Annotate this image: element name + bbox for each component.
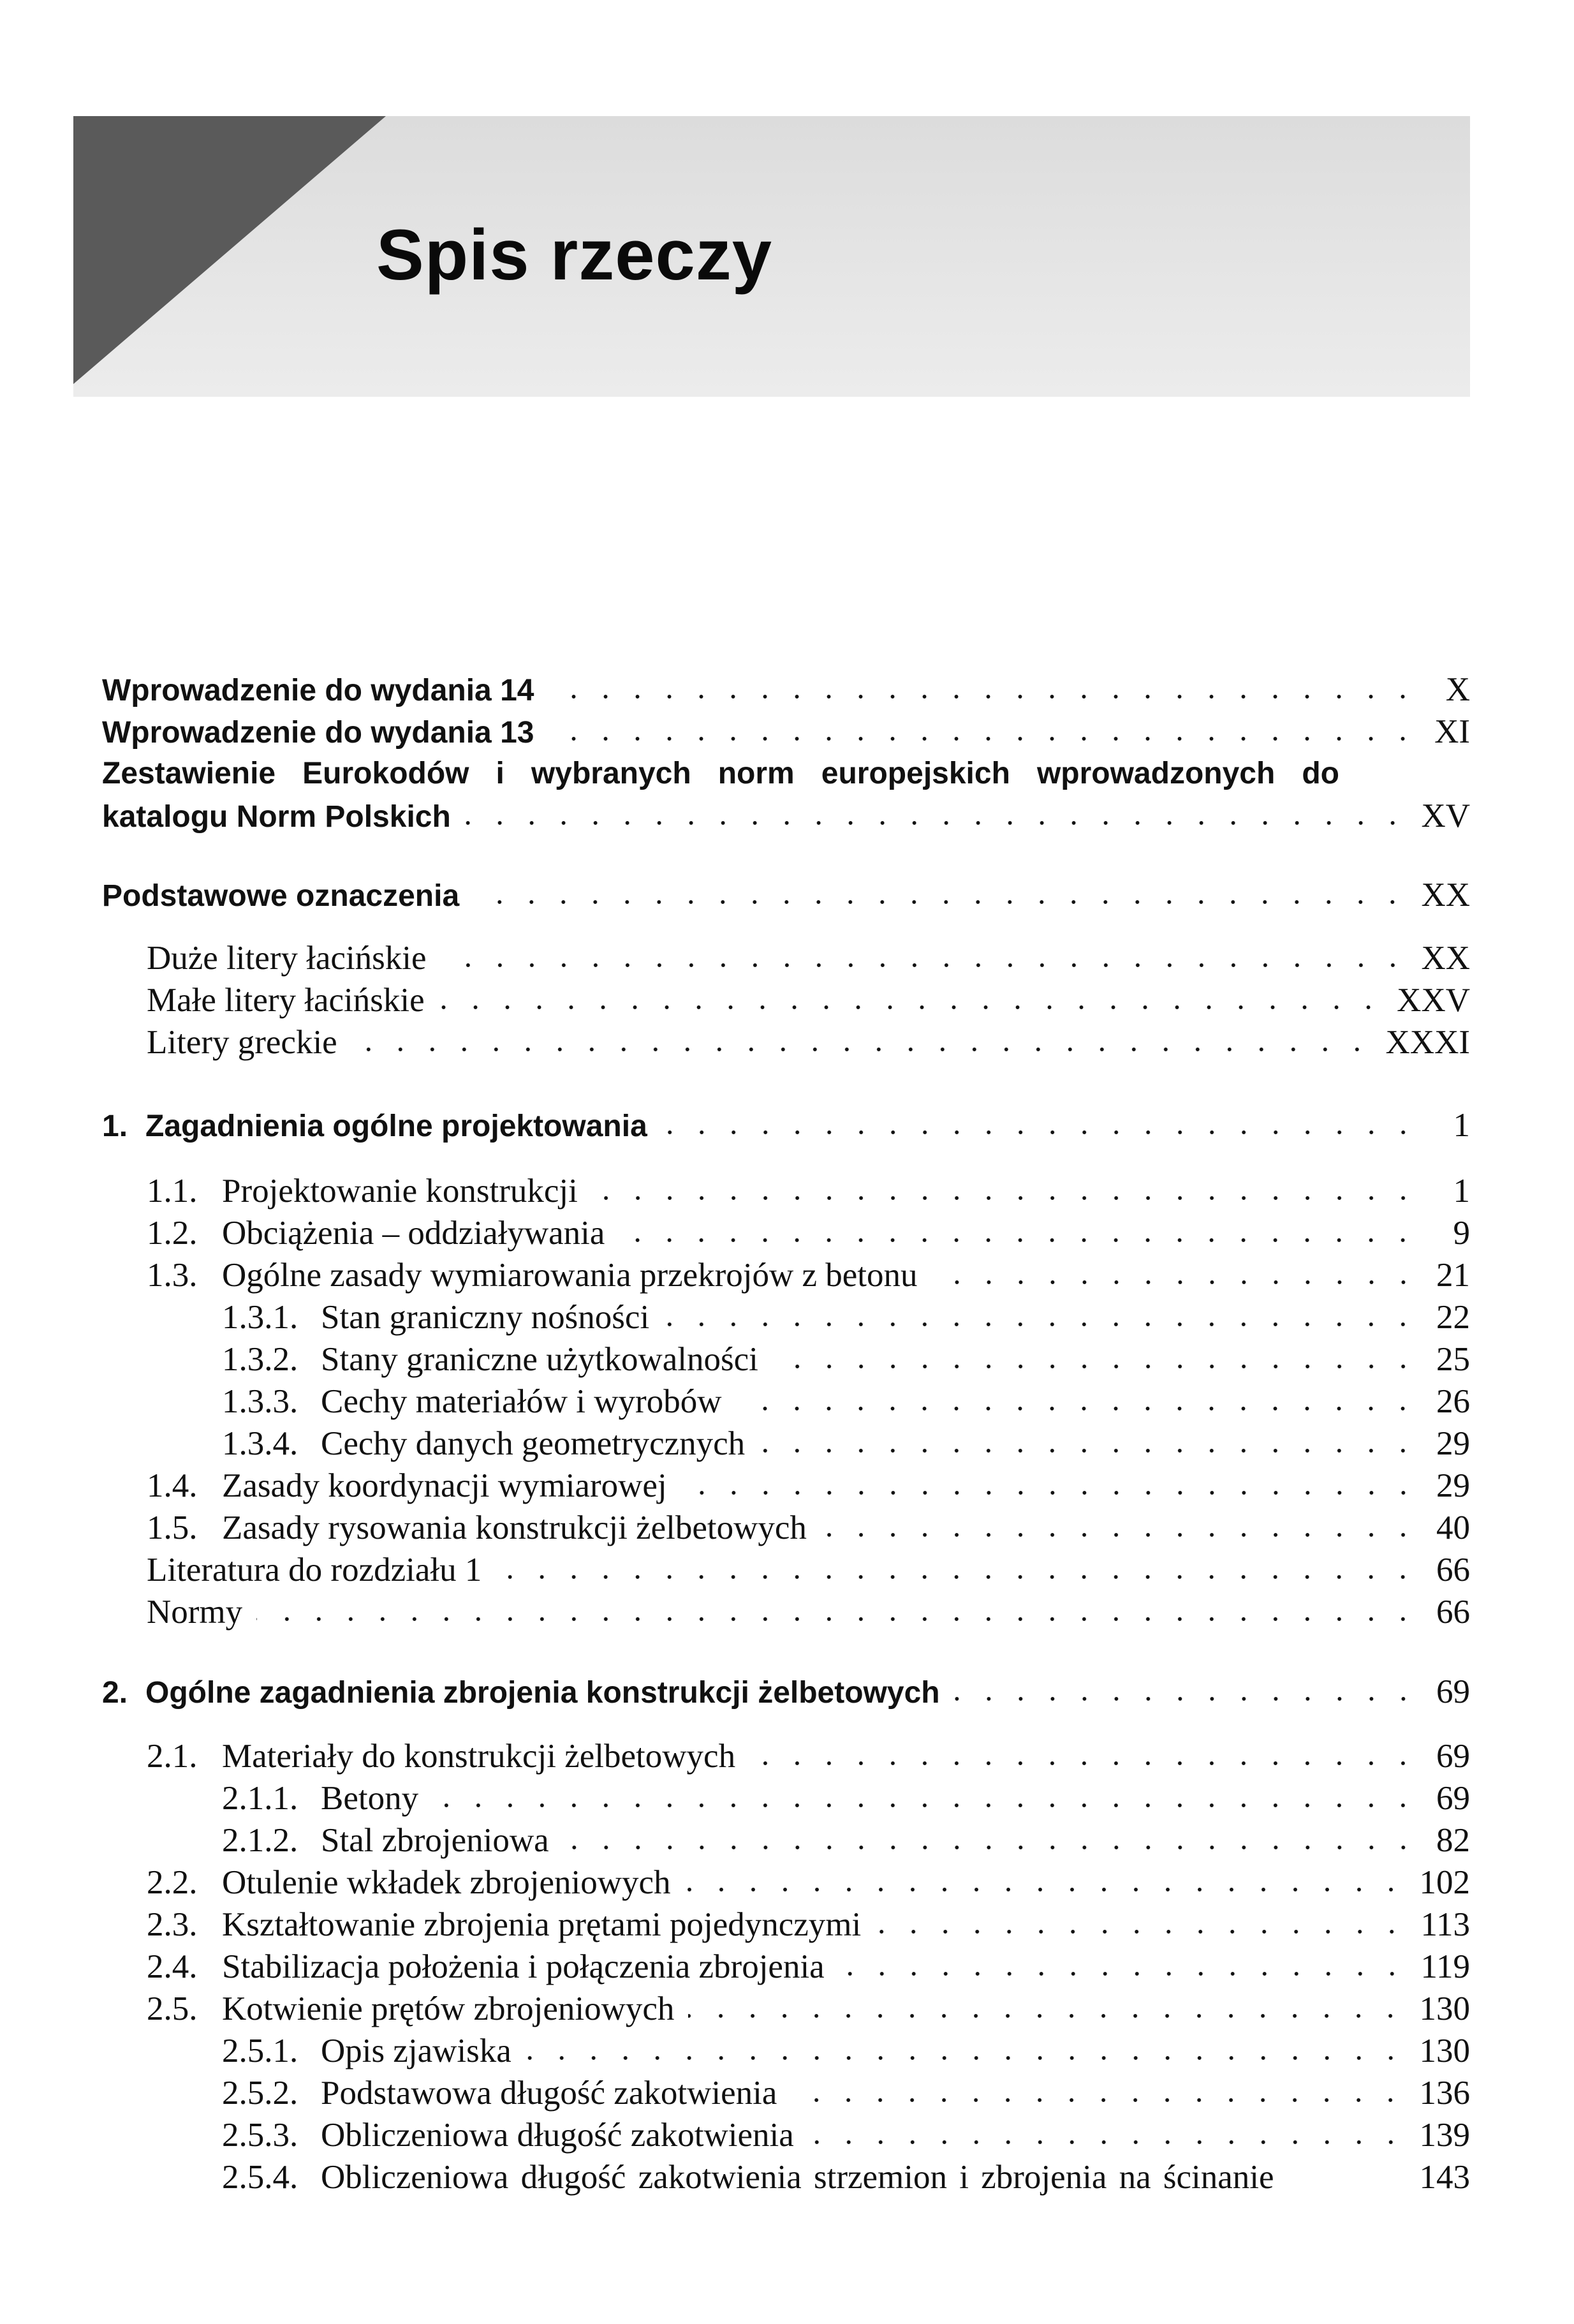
- toc-entry-number: 2.3.: [147, 1906, 198, 1943]
- toc-entry-number: 2.1.2.: [222, 1822, 298, 1859]
- toc-entry-title: Obliczeniowa długość zakotwienia: [321, 2117, 794, 2154]
- toc-entry-page: 143: [1419, 2159, 1470, 2196]
- dot-leader: [526, 2052, 1407, 2064]
- toc-entry[interactable]: [102, 1170, 1470, 1212]
- toc-entry-page: 82: [1436, 1822, 1470, 1859]
- toc-entry-page: 69: [1436, 1673, 1470, 1710]
- dot-leader: [791, 2094, 1406, 2106]
- dot-leader: [548, 690, 1419, 703]
- dot-leader: [465, 817, 1409, 829]
- toc-entry[interactable]: [102, 1296, 1470, 1338]
- dot-leader: [351, 1043, 1373, 1056]
- toc-entry-number: 1.3.3.: [222, 1383, 298, 1420]
- dot-leader: [681, 1486, 1419, 1499]
- toc-entry-title: Opis zjawiska: [321, 2032, 511, 2069]
- toc-entry-page: 21: [1436, 1257, 1470, 1294]
- dot-leader: [592, 1192, 1419, 1204]
- toc-entry-title: Materiały do konstrukcji żelbetowych: [222, 1738, 736, 1775]
- toc-entry[interactable]: [102, 1861, 1470, 1904]
- toc-entry-title: Cechy materiałów i wyrobów: [321, 1383, 722, 1420]
- toc-entry[interactable]: [102, 1671, 1470, 1713]
- toc-entry-page: XV: [1421, 797, 1470, 834]
- table-of-contents: [102, 669, 1470, 2198]
- toc-entry-title: Ogólne zagadnienia zbrojenia konstrukcji żelbetowych: [145, 1676, 940, 1710]
- toc-entry[interactable]: [102, 1104, 1470, 1146]
- toc-entry[interactable]: [102, 874, 1470, 916]
- toc-entry-number: 1.3.2.: [222, 1341, 298, 1378]
- dot-leader: [441, 959, 1409, 972]
- toc-entry[interactable]: [102, 1338, 1470, 1380]
- toc-entry[interactable]: [102, 2072, 1470, 2114]
- toc-entry-title: Stan graniczny nośności: [321, 1299, 650, 1336]
- dot-leader: [954, 1692, 1419, 1705]
- page-title: Spis rzeczy: [376, 215, 773, 295]
- toc-entry-title: Podstawowe oznaczenia: [102, 879, 460, 913]
- toc-entry-number: 2.: [102, 1676, 128, 1710]
- toc-entry-page: 130: [1419, 1990, 1470, 2027]
- toc-entry-title: Zagadnienia ogólne projektowania: [145, 1109, 647, 1143]
- toc-entry-title: Podstawowa długość zakotwienia: [321, 2075, 777, 2112]
- dot-leader: [619, 1234, 1419, 1247]
- dot-leader: [439, 1001, 1385, 1014]
- dot-leader: [821, 1528, 1419, 1541]
- toc-entry-number: 1.1.: [147, 1173, 198, 1210]
- toc-entry-title: Stal zbrojeniowa: [321, 1822, 549, 1859]
- toc-entry-title: Literatura do rozdziału 1: [147, 1551, 482, 1588]
- toc-entry[interactable]: [102, 753, 1470, 837]
- toc-entry-page: 139: [1419, 2117, 1470, 2154]
- toc-entry-page: 130: [1419, 2032, 1470, 2069]
- toc-entry[interactable]: [102, 1212, 1470, 1254]
- toc-entry-page: 66: [1436, 1551, 1470, 1588]
- toc-entry-page: 69: [1436, 1780, 1470, 1817]
- toc-entry-page: 102: [1419, 1864, 1470, 1901]
- toc-entry-title: Stany graniczne użytkowalności: [321, 1341, 758, 1378]
- toc-entry-number: 2.5.: [147, 1990, 198, 2027]
- toc-entry-page: 29: [1436, 1467, 1470, 1504]
- toc-entry-page: 66: [1436, 1594, 1470, 1631]
- toc-entry-title: Betony: [321, 1780, 419, 1817]
- dot-leader: [688, 2009, 1406, 2022]
- toc-entry[interactable]: [102, 1021, 1470, 1063]
- dot-leader: [685, 1883, 1407, 1896]
- toc-entry-title-line1: Zestawienie Eurokodów i wybranych norm europejskich wprowadzonych do: [102, 757, 1339, 790]
- dot-leader: [735, 1402, 1419, 1415]
- toc-entry-page: 26: [1436, 1383, 1470, 1420]
- dot-leader: [875, 1925, 1408, 1938]
- toc-entry-page: XXXI: [1385, 1024, 1470, 1061]
- toc-entry-title: Duże litery łacińskie: [147, 940, 427, 977]
- dot-leader: [749, 1757, 1419, 1770]
- toc-entry[interactable]: [102, 1380, 1470, 1423]
- toc-entry[interactable]: [102, 1507, 1470, 1549]
- toc-entry-title: katalogu Norm Polskich: [102, 800, 451, 834]
- toc-entry-title: Małe litery łacińskie: [147, 982, 425, 1019]
- toc-entry-page: 1: [1453, 1173, 1470, 1210]
- toc-entry[interactable]: [102, 2156, 1470, 2198]
- toc-entry-page: 69: [1436, 1738, 1470, 1775]
- dot-leader: [839, 1967, 1408, 1980]
- toc-entry[interactable]: [102, 1735, 1470, 1777]
- toc-entry-title: Zasady koordynacji wymiarowej: [222, 1467, 667, 1504]
- toc-entry-title: Normy: [147, 1594, 243, 1631]
- toc-entry[interactable]: [102, 1254, 1470, 1296]
- toc-entry-number: 1.3.4.: [222, 1425, 298, 1462]
- toc-entry-title: Obliczeniowa długość zakotwienia strzemion i zbrojenia na ścinanie: [321, 2159, 1274, 2196]
- toc-entry-number: 2.1.: [147, 1738, 198, 1775]
- toc-entry-number: 1.4.: [147, 1467, 198, 1504]
- toc-entry[interactable]: [102, 1988, 1470, 2030]
- toc-entry-title: Wprowadzenie do wydania 13: [102, 716, 534, 750]
- toc-entry-title: Litery greckie: [147, 1024, 337, 1061]
- toc-entry[interactable]: [102, 1904, 1470, 1946]
- toc-entry-page: XI: [1434, 713, 1470, 750]
- toc-entry-page: 113: [1420, 1906, 1470, 1943]
- dot-leader: [563, 1841, 1419, 1854]
- toc-entry-page: 119: [1420, 1948, 1470, 1985]
- toc-entry[interactable]: [102, 2114, 1470, 2156]
- toc-entry-page: XXV: [1397, 982, 1470, 1019]
- dot-leader: [496, 1571, 1419, 1583]
- toc-entry[interactable]: [102, 1819, 1470, 1861]
- toc-entry-number: 2.5.4.: [222, 2159, 298, 2196]
- toc-entry[interactable]: [102, 1423, 1470, 1465]
- toc-entry[interactable]: [102, 979, 1470, 1021]
- toc-entry-page: 40: [1436, 1509, 1470, 1546]
- toc-entry-number: 2.4.: [147, 1948, 198, 1985]
- toc-entry[interactable]: [102, 1591, 1470, 1633]
- toc-entry-page: 136: [1419, 2075, 1470, 2112]
- toc-entry-page: XX: [1421, 940, 1470, 977]
- toc-entry-number: 2.2.: [147, 1864, 198, 1901]
- dot-leader: [772, 1360, 1419, 1373]
- toc-entry-number: 1.5.: [147, 1509, 198, 1546]
- toc-entry-number: 2.5.3.: [222, 2117, 298, 2154]
- dot-leader: [661, 1126, 1419, 1139]
- toc-entry-page: XX: [1421, 877, 1470, 914]
- toc-entry-number: 1.3.1.: [222, 1299, 298, 1336]
- toc-entry[interactable]: [102, 1549, 1470, 1591]
- toc-entry-number: 1.3.: [147, 1257, 198, 1294]
- toc-entry-title: Ogólne zasady wymiarowania przekrojów z betonu: [222, 1257, 918, 1294]
- toc-entry-page: X: [1445, 671, 1470, 708]
- toc-entry[interactable]: [102, 2030, 1470, 2072]
- toc-entry-number: 1.: [102, 1109, 128, 1143]
- toc-entry[interactable]: [102, 937, 1470, 979]
- toc-entry-number: 2.5.1.: [222, 2032, 298, 2069]
- dot-leader: [759, 1444, 1419, 1457]
- dot-leader: [808, 2136, 1407, 2149]
- dot-leader: [932, 1276, 1419, 1289]
- dot-leader: [473, 896, 1408, 908]
- toc-entry-page: 29: [1436, 1425, 1470, 1462]
- dot-leader: [432, 1799, 1419, 1812]
- dot-leader: [663, 1318, 1419, 1331]
- toc-entry[interactable]: [102, 1465, 1470, 1507]
- toc-entry-title: Projektowanie konstrukcji: [222, 1173, 578, 1210]
- toc-entry-page: 1: [1453, 1107, 1470, 1144]
- toc-entry[interactable]: [102, 1777, 1470, 1819]
- toc-entry-number: 2.5.2.: [222, 2075, 298, 2112]
- toc-entry-page: 25: [1436, 1341, 1470, 1378]
- dot-leader: [256, 1613, 1419, 1625]
- toc-entry-page: 22: [1436, 1299, 1470, 1336]
- toc-entry-title: Wprowadzenie do wydania 14: [102, 674, 534, 707]
- toc-entry-number: 1.2.: [147, 1215, 198, 1252]
- toc-entry-title: Kotwienie prętów zbrojeniowych: [222, 1990, 675, 2027]
- toc-entry[interactable]: [102, 669, 1470, 711]
- dot-leader: [548, 732, 1419, 745]
- toc-entry-page: 9: [1453, 1215, 1470, 1252]
- toc-entry-number: 2.1.1.: [222, 1780, 298, 1817]
- toc-entry-title: Obciążenia – oddziaływania: [222, 1215, 605, 1252]
- toc-entry-title: Zasady rysowania konstrukcji żelbetowych: [222, 1509, 807, 1546]
- toc-entry[interactable]: [102, 1946, 1470, 1988]
- toc-entry-title: Otulenie wkładek zbrojeniowych: [222, 1864, 671, 1901]
- toc-entry-title: Stabilizacja położenia i połączenia zbrojenia: [222, 1948, 825, 1985]
- toc-entry-title: Cechy danych geometrycznych: [321, 1425, 746, 1462]
- toc-entry[interactable]: [102, 711, 1470, 753]
- toc-entry-title: Kształtowanie zbrojenia prętami pojedynczymi: [222, 1906, 862, 1943]
